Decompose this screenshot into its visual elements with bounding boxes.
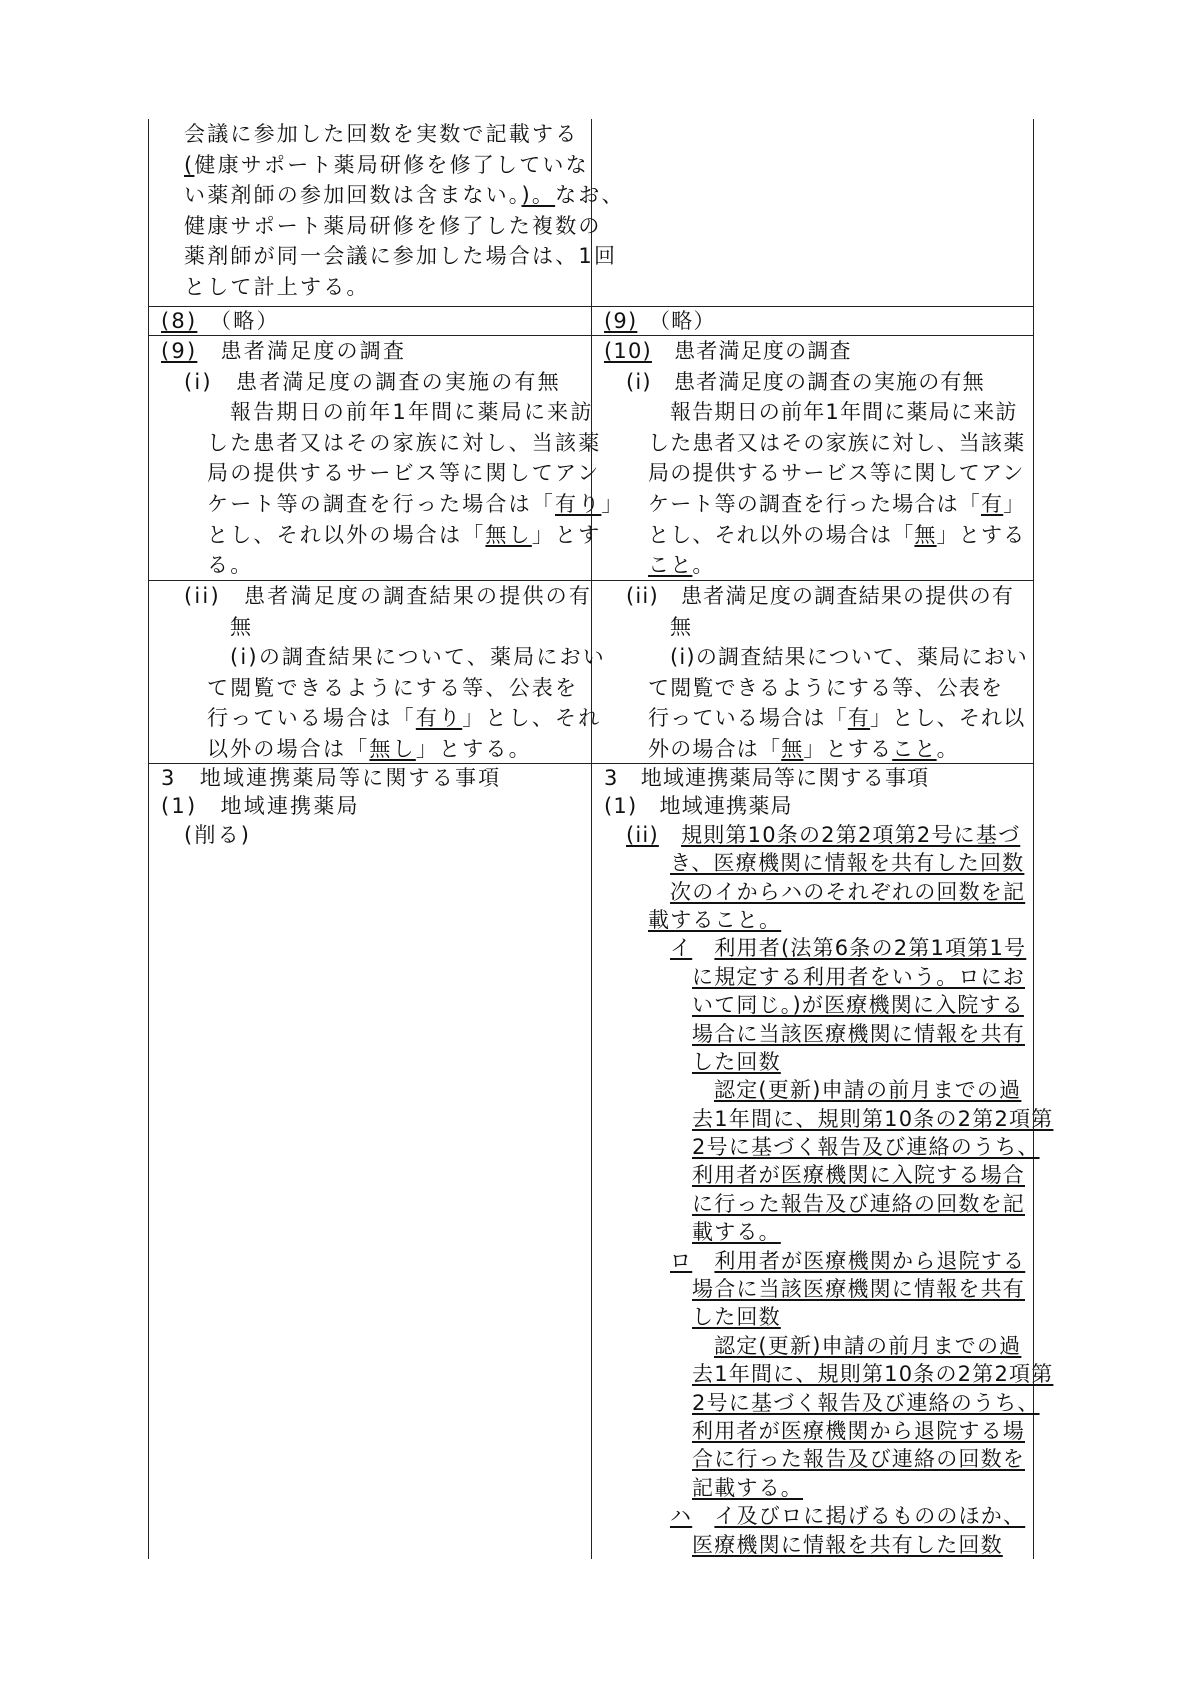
text-line [604,1105,1054,1133]
text: て閲覧できるようにする等、公表を [648,675,1004,700]
text: て閲覧できるようにする等、公表を [207,675,579,700]
text-line [161,397,594,428]
text: (ii) 患者満足度の調査結果の提供の有 [184,584,593,608]
text: 報告期日の前年1年間に薬局に来訪 [230,400,594,425]
text: とし、それ以外の場合は「 [207,522,486,547]
text: 。 [692,553,715,578]
text-line [604,642,1027,673]
text-line [161,673,585,704]
text: した患者又はその家族に対し、当該薬 [648,430,1026,455]
text: 健康サポート薬局研修を修了した複数の [184,213,602,238]
underlined-text: いて同じ。)が医療機関に入院する [692,993,1024,1018]
text-line [161,612,585,643]
text-line [161,489,625,520]
underlined-text: した回数 [692,1049,781,1074]
text-line [604,1303,1027,1331]
text: 」 [601,491,625,516]
underlined-text: 有 [847,706,871,731]
text-line [604,878,1027,906]
text: ケート等の調査を行った場合は「 [648,491,981,516]
text: (i) 患者満足度の調査の実施の有無 [184,369,561,394]
table-row [149,335,1033,580]
text: 外の場合は「 [648,736,782,761]
underlined-text: 無し [369,736,416,761]
text-line [161,211,602,242]
text-line [604,906,1027,934]
text-line [604,1531,1027,1559]
table-cell-current [592,307,1033,335]
underlined-text: 認定(更新)申請の前月までの過 [714,1078,1022,1103]
underlined-text: 場合に当該医療機関に情報を共有 [692,1021,1025,1046]
item-number: (9) [604,309,638,333]
text: 3 地域連携薬局等に関する事項 [161,766,502,790]
text: 」とする [936,522,1026,547]
underlined-text: 有り [555,491,602,516]
text: 」とし、それ [462,706,602,731]
section-heading [604,764,1027,792]
text-line [161,792,585,820]
text: 局の提供するサービス等に関してアン [648,461,1025,486]
text-line [604,821,1027,849]
underlined-text: 2号に基づく報告及び連絡のうち、 [692,1390,1040,1415]
text [692,1249,714,1273]
underlined-text: 医療機関に情報を共有した回数 [692,1532,1003,1557]
item-number: (8) [161,309,198,333]
text-line [604,934,1027,962]
item-number: ロ [670,1248,693,1273]
text-line [604,673,1027,704]
text-line [161,241,618,272]
text [692,936,714,960]
text: とし、それ以外の場合は「 [648,522,915,547]
text-line [161,180,625,211]
underlined-text: 有 [981,491,1004,516]
underlined-text: 場合に当該医療機関に情報を共有 [692,1277,1025,1302]
text: (i) 患者満足度の調査の実施の有無 [626,369,985,394]
text-line [604,1332,1027,1360]
text: (1) 地域連携薬局 [161,794,360,819]
text-line [604,1048,1027,1076]
text-line [604,612,1027,643]
text-line [604,1417,1027,1445]
text-line [161,550,585,581]
text: 健康サポート薬局研修を修了していな [194,152,589,177]
text-line [604,1360,1054,1388]
table-cell-current [592,119,1033,306]
text: （略） [197,309,280,333]
text-line [604,1020,1027,1048]
underlined-text: 無 [781,736,804,761]
text: 報告期日の前年1年間に薬局に来訪 [670,400,1018,425]
text-line [604,703,1027,734]
text: (1) 地域連携薬局 [604,794,793,819]
underlined-text: 利用者(法第6条の2第1項第1号 [714,936,1027,961]
text-line [604,367,1027,398]
text: (i)の調査結果について、薬局におい [230,645,606,670]
text-line [604,1161,1027,1189]
text-line [161,581,593,612]
text-line [161,307,585,335]
underlined-text: 去1年間に、規則第10条の2第2項第 [692,1106,1054,1131]
text-line [604,1076,1027,1104]
text-line [161,520,602,551]
text: 薬剤師が同一会議に参加した場合は、1回 [184,244,618,269]
text-line [604,1389,1040,1417]
text: い薬剤師の参加回数は含まない。 [184,183,522,208]
text-line [161,119,585,150]
text-line [604,520,1027,551]
table-cell-revised [149,764,592,1559]
text: 無 [230,614,254,639]
text: 患者満足度の調査 [197,339,407,363]
text-line [604,849,1027,877]
text-line [604,397,1027,428]
underlined-text: ( [184,152,195,177]
text-line [161,367,585,398]
text: 」とする [803,736,893,761]
text: 3 地域連携薬局等に関する事項 [604,766,930,790]
underlined-text: 載すること。 [648,907,782,932]
underlined-text: 合に行った報告及び連絡の回数を [692,1447,1025,1472]
text: として計上する。 [184,274,370,299]
underlined-text: 認定(更新)申請の前月までの過 [714,1333,1022,1358]
underlined-text: 規則第10条の2第2項第2号に基づ [681,822,1021,847]
text: (削る) [184,822,252,847]
text-line [604,1247,1027,1275]
text-line [161,428,602,459]
text-line [604,734,1027,765]
table-row [149,763,1054,1559]
text: 無 [670,614,693,639]
text: (i)の調査結果について、薬局におい [670,645,1028,670]
text: （略） [637,309,716,333]
section-heading [161,764,585,792]
underlined-text: 利用者が医療機関から退院する場 [692,1418,1025,1443]
underlined-text: )。 [521,183,556,208]
table-row [149,306,1033,335]
text-line [604,307,1027,335]
text-line [161,642,606,673]
section-heading [161,336,585,367]
item-number: (10) [604,339,652,363]
underlined-text: 利用者が医療機関に入院する場合 [692,1163,1025,1188]
text: 会議に参加した回数を実数で記載する [184,122,579,146]
text: 」とし、それ以 [870,706,1026,731]
item-number: (ii) [626,822,659,847]
text: (ii) 患者満足度の調査結果の提供の有 [626,584,1015,608]
text: 」 [1003,491,1026,516]
table-row [149,580,1033,763]
text: 局の提供するサービス等に関してアン [207,461,601,486]
table-cell-current [592,764,1054,1559]
text-line [604,1133,1040,1161]
underlined-text: 2号に基づく報告及び連絡のうち、 [692,1135,1040,1160]
comparison-table [148,119,1054,1559]
underlined-text: に規定する利用者をいう。ロにお [692,964,1025,989]
text: した患者又はその家族に対し、当該薬 [207,430,602,455]
item-number: ハ [670,1504,693,1529]
underlined-text: 去1年間に、規則第10条の2第2項第 [692,1362,1054,1387]
text: ケート等の調査を行った場合は「 [207,491,555,516]
underlined-text: 有り [415,706,463,731]
text-line [604,489,1027,520]
text-line [604,428,1027,459]
table-row [149,119,1033,306]
underlined-text: 次のイからハのそれぞれの回数を記 [670,879,1026,904]
underlined-text: 載する。 [692,1220,781,1245]
text-line [604,991,1027,1019]
text-line [161,703,602,734]
section-heading [604,336,1027,367]
text: る。 [207,553,254,578]
text [692,1504,714,1528]
text-line [604,1474,1027,1502]
text-line [161,821,585,849]
text-line [161,272,585,303]
text-line [604,550,1027,581]
underlined-text: 利用者が医療機関から退院する [714,1248,1026,1273]
table-cell-current [592,581,1033,763]
text: 患者満足度の調査 [651,339,852,363]
text-line [604,1502,1027,1530]
text-line [604,963,1027,991]
item-number: (9) [161,339,198,363]
text-line [604,1445,1027,1473]
text-line [161,458,601,489]
underlined-text: 記載する。 [692,1475,803,1500]
text-line [604,1275,1027,1303]
text: なお、 [555,183,625,208]
text-line [604,792,1027,820]
underlined-text: こと [648,553,693,578]
text-line [161,150,589,181]
table-cell-revised [149,581,606,763]
underlined-text: こと [892,736,937,761]
text: 」とする。 [415,736,532,761]
underlined-text: に行った報告及び連絡の回数を記 [692,1191,1025,1216]
text: 行っている場合は「 [207,706,416,731]
underlined-text: き、医療機関に情報を共有した回数 [670,851,1025,876]
text: 」とす [531,522,602,547]
underlined-text: 無し [485,522,532,547]
text: 行っている場合は「 [648,706,848,731]
text: 。 [936,736,959,761]
table-cell-revised [149,307,592,335]
text-line [604,458,1027,489]
text: 以外の場合は「 [207,736,370,761]
table-cell-revised [149,336,625,580]
text-line [604,581,1027,612]
underlined-text: 無 [914,522,937,547]
underlined-text: イ及びロに掲げるもののほか、 [714,1504,1026,1529]
text-line [161,734,585,765]
text [659,823,681,847]
text-line [604,1218,1027,1246]
text-line [604,1190,1027,1218]
table-cell-revised [149,119,625,306]
underlined-text: した回数 [692,1305,781,1330]
item-number: イ [670,936,693,961]
table-cell-current [592,336,1033,580]
